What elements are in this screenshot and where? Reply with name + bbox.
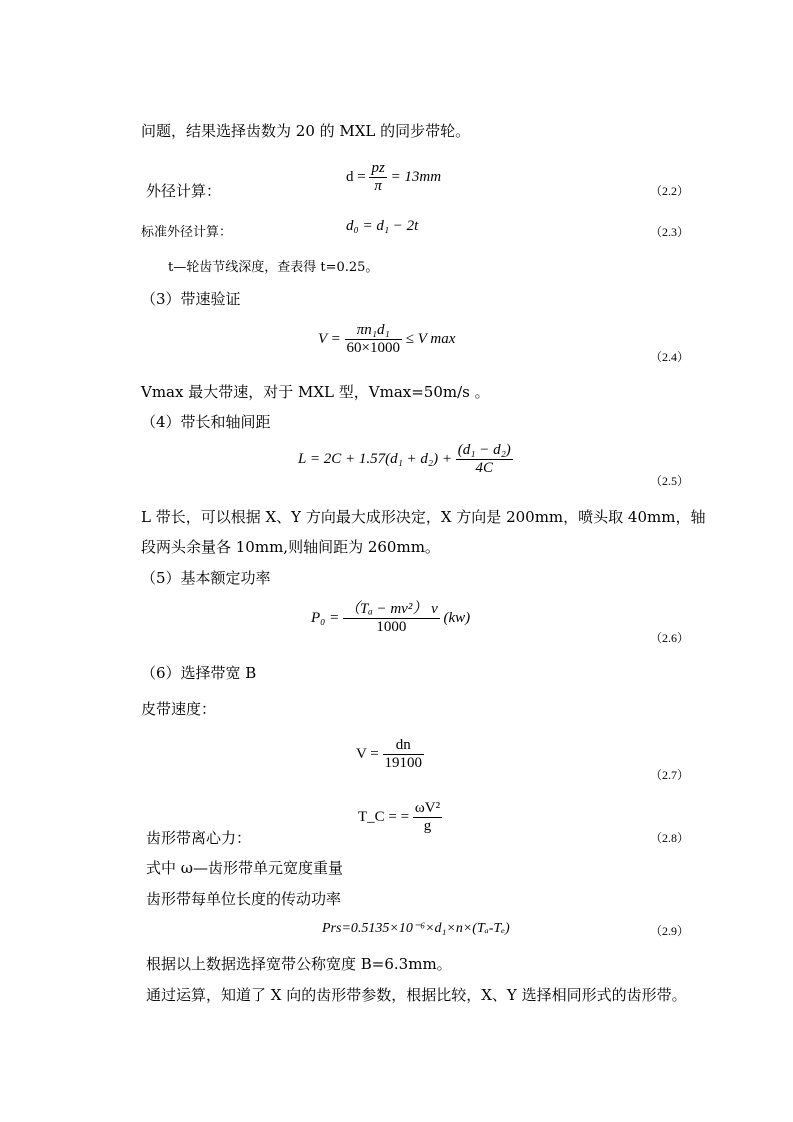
paragraph-belt-length-line-1: L 带长，可以根据 X、Y 方向最大成形决定，X 方向是 200mm，喷头取 40mm，轴 [141,508,706,526]
equation-2-7 [356,737,424,773]
eq-2-5-fraction [456,442,513,478]
label-centrifugal-force: 齿形带离心力： [146,829,252,847]
paragraph-belt-length-line-2: 段两头余量各 10mm,则轴间距为 260mm。 [141,538,440,556]
eq-2-5-lhs: L = 2C + 1.57(d₁ + d₂) + [298,451,452,468]
label-belt-speed: 皮带速度： [141,700,217,718]
eq-2-6-lhs: P₀ = [311,610,340,627]
equation-2-9: Prs=0.5135×10⁻⁶×d₁×n×(Tₐ-Tₑ) [322,921,510,936]
eq-2-7-denominator: 19100 [384,755,423,772]
eq-2-8-equals: = [400,809,410,826]
equation-number-2-5: （2.5） [650,474,690,488]
eq-2-2-denominator: π [369,177,386,195]
equation-number-2-7: （2.7） [650,768,690,782]
equation-2-4 [318,322,455,358]
note-t-definition: t—轮齿节线深度，查表得 t=0.25。 [168,260,379,275]
equation-2-3: d₀ = d₁ − 2t [346,218,419,234]
equation-2-2 [346,160,441,196]
eq-2-6-denominator: 1000 [343,618,440,636]
eq-2-6-rhs: (kw) [443,610,471,627]
eq-2-2-rhs: = 13mm [390,169,442,186]
section-4-heading: （4）带长和轴间距 [141,413,271,431]
paragraph-vmax: Vmax 最大带速，对于 MXL 型，Vmax=50m/s 。 [141,383,490,401]
eq-2-4-rhs: ≤ V max [405,331,456,348]
eq-2-8-denominator: g [413,817,442,835]
eq-2-4-lhs: V = [318,331,341,348]
eq-2-2-lhs: d = [346,169,366,186]
eq-2-8-lhs: T_C = [358,809,397,826]
eq-2-6-fraction [343,601,440,637]
section-3-heading: （3）带速验证 [141,290,241,308]
eq-2-2-numerator: pz [371,160,385,176]
paragraph-intro: 问题，结果选择齿数为 20 的 MXL 的同步带轮。 [141,122,471,140]
paragraph-select-width: 根据以上数据选择宽带公称宽度 B=6.3mm。 [146,955,452,973]
equation-2-5 [298,442,513,478]
section-5-heading: （5）基本额定功率 [141,569,271,587]
paragraph-omega-definition: 式中 ω—齿形带单元宽度重量 [146,859,344,877]
eq-2-4-numerator: πn₁d₁ [356,322,390,338]
section-6-heading: （6）选择带宽 B [141,664,257,682]
eq-2-7-numerator: dn [395,737,411,753]
label-standard-outer-diameter: 标准外径计算： [141,225,233,240]
eq-2-2-fraction [369,160,386,196]
label-outer-diameter: 外径计算： [146,182,222,200]
equation-number-2-2: （2.2） [650,184,690,198]
eq-2-4-fraction [345,322,402,358]
equation-2-8 [358,800,442,836]
eq-2-5-numerator: (d₁ − d₂) [457,442,511,458]
equation-number-2-3: （2.3） [650,225,690,239]
eq-2-7-fraction [383,737,425,773]
paragraph-power-per-length: 齿形带每单位长度的传动功率 [146,890,342,908]
eq-2-5-denominator: 4C [456,459,513,477]
eq-2-6-numerator: （Tₐ − mv²） v [345,601,438,617]
equation-2-6 [311,601,470,637]
equation-number-2-4: （2.4） [650,350,690,364]
eq-2-8-fraction [413,800,442,836]
eq-2-4-denominator: 60×1000 [346,340,400,357]
eq-2-7-lhs: V = [356,746,379,763]
eq-2-8-numerator: ωV² [414,800,441,816]
paragraph-conclusion: 通过运算，知道了 X 向的齿形带参数，根据比较，X、Y 选择相同形式的齿形带。 [146,986,687,1004]
equation-number-2-9: （2.9） [650,924,690,938]
equation-number-2-6: （2.6） [650,631,690,645]
equation-number-2-8: （2.8） [650,831,690,845]
